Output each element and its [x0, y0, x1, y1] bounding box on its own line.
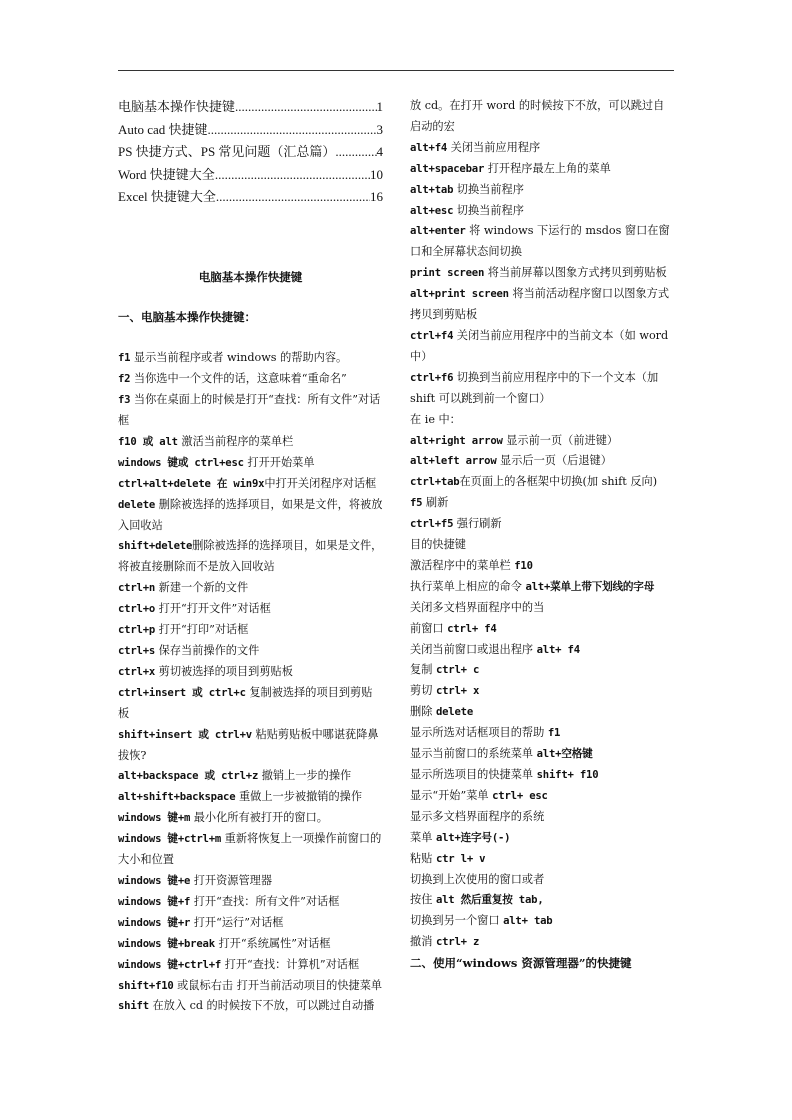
shortcut-entry: [410, 870, 674, 891]
toc-entry-title: 电脑基本操作快捷键: [118, 99, 236, 114]
shortcut-entry: [410, 849, 674, 870]
shortcut-entry: [410, 556, 674, 577]
shortcut-description: 最小化所有被打开的窗口。: [190, 811, 328, 825]
shortcut-key: windows 键+ctrl+f: [118, 958, 222, 971]
shortcut-description: 切换当前程序: [453, 203, 524, 217]
shortcut-entry: [410, 284, 674, 326]
shortcut-description: 目的快捷键: [410, 538, 466, 552]
shortcut-key: ctrl+ esc: [492, 789, 548, 802]
shortcut-key: alt+right arrow: [410, 434, 503, 447]
shortcut-entry: [118, 976, 383, 997]
shortcut-description: 打开“系统属性”对话框: [214, 936, 331, 950]
shortcut-key: ctrl+f6: [410, 371, 454, 384]
shortcut-entry: [410, 598, 674, 619]
shortcut-entry: [118, 871, 383, 892]
toc-entry-page: 1: [376, 99, 383, 114]
shortcut-entry: [410, 472, 674, 493]
shortcut-description: 打开“打印”对话框: [155, 623, 249, 637]
shortcut-description: 新建一个新的文件: [155, 581, 249, 595]
shortcut-entry: [410, 410, 674, 431]
shortcut-description: 关闭当前应用程序: [447, 140, 541, 154]
toc-entry[interactable]: [118, 164, 383, 187]
shortcut-entry: [410, 765, 674, 786]
shortcut-entry: [118, 996, 383, 1017]
toc-leader-dots: [208, 119, 377, 142]
shortcut-description: 关闭当前窗口或退出程序: [410, 642, 537, 656]
shortcut-description: 将 windows 下运行的 msdos 窗口在窗口和全屏幕状态间切换: [410, 224, 670, 259]
shortcut-description: 当你选中一个文件的话，这意味着“重命名”: [130, 372, 347, 386]
shortcut-key: alt+spacebar: [410, 162, 485, 175]
toc-entry[interactable]: [118, 119, 383, 142]
toc-entry[interactable]: [118, 96, 383, 119]
shortcut-description: 或鼠标右击 打开当前活动项目的快捷菜单: [173, 978, 383, 992]
shortcut-key: f5: [410, 497, 423, 510]
shortcut-description: 刷新: [422, 496, 449, 510]
shortcut-key: alt+shift+backspace: [118, 791, 236, 804]
shortcut-description: 关闭多文档界面程序中的当: [410, 600, 545, 614]
shortcut-description: 重新将恢复上一项操作前窗口的大小和位置: [118, 832, 382, 867]
shortcut-entry: [118, 432, 383, 453]
shortcut-entry: [118, 808, 383, 829]
shortcut-entry: [118, 453, 383, 474]
shortcut-description: 前窗口: [410, 621, 448, 635]
toc-entry-page: 16: [370, 189, 383, 204]
shortcut-entry: [118, 369, 383, 390]
shortcut-description: 删除被选择的选择项目，如果是文件，将被直接删除而不是放入回收站: [118, 539, 383, 574]
shortcut-description: 在 ie 中：: [410, 412, 461, 426]
toc-leader-dots: [235, 96, 376, 119]
shortcut-description: 显示后一页（后退键）: [496, 454, 612, 468]
shortcut-description: 激活当前程序的菜单栏: [177, 434, 294, 448]
shortcut-key: windows 键或 ctrl+esc: [118, 456, 244, 469]
shortcut-key: f1: [118, 352, 131, 365]
shortcut-description: 激活程序中的菜单栏: [410, 558, 515, 572]
toc-leader-dots: [335, 141, 376, 164]
shortcut-key: alt+tab: [410, 183, 454, 196]
shortcut-entry: [118, 683, 383, 725]
toc-entry[interactable]: [118, 186, 383, 209]
shortcut-key: ctrl+f5: [410, 518, 454, 531]
shortcut-key: ctrl+insert 或 ctrl+c: [118, 686, 246, 699]
shortcut-key: shift: [118, 1000, 149, 1013]
section-heading-1: 一、电脑基本操作快捷键：: [118, 310, 256, 325]
shortcut-key: shift+f10: [118, 979, 174, 992]
shortcut-entry: [118, 725, 383, 767]
shortcut-description: 显示前一页（前进键）: [502, 433, 619, 447]
shortcut-description: 复制: [410, 663, 436, 677]
shortcut-key: shift+insert 或 ctrl+v: [118, 728, 252, 741]
toc-entry-page: 10: [370, 166, 383, 182]
shortcut-key: alt+left arrow: [410, 455, 497, 468]
shortcut-entry: [410, 911, 674, 932]
shortcut-entry: [410, 660, 674, 681]
shortcut-description: 打开“查找：计算机”对话框: [221, 957, 360, 971]
shortcut-entry: [118, 599, 383, 620]
shortcut-description: 显示所选项目的快捷菜单: [410, 768, 537, 781]
shortcut-entry: [410, 577, 674, 598]
shortcut-key: shift+ f10: [536, 769, 599, 781]
shortcut-description: 将当前屏幕以图象方式拷贝到剪贴板: [484, 266, 667, 280]
shortcut-entry: [410, 786, 674, 807]
shortcut-entry: [118, 495, 383, 537]
shortcut-entry: [118, 474, 383, 495]
shortcut-description: 显示所选对话框项目的帮助: [410, 726, 548, 740]
shortcut-entry: [118, 390, 383, 432]
shortcut-key: windows 键+r: [118, 916, 191, 929]
shortcut-key: windows 键+m: [118, 812, 191, 825]
shortcut-description: 在页面上的各框架中切换(加 shift 反向): [459, 475, 658, 489]
shortcut-key: ctrl+tab: [410, 476, 460, 489]
shortcut-entry: [410, 451, 674, 472]
shortcut-key: f1: [547, 727, 561, 740]
shortcut-description: 粘贴: [410, 851, 436, 865]
shortcut-key: alt+空格键: [536, 748, 593, 761]
shortcut-key: alt+f4: [410, 141, 448, 154]
shortcut-entry: [410, 723, 674, 744]
shortcut-entry: [118, 620, 383, 641]
shortcut-key: print screen: [410, 267, 485, 280]
shortcut-key: windows 键+ctrl+m: [118, 833, 222, 846]
shortcut-key: ctrl+n: [118, 582, 156, 595]
shortcut-description: 切换到当前应用程序中的下一个文本（加 shift 可以跳到前一个窗口）: [410, 370, 659, 405]
shortcut-entry: [410, 640, 674, 661]
right-column: [410, 96, 674, 974]
toc-leader-dots: [215, 164, 370, 187]
toc-entry-title: Auto cad 快捷键: [118, 121, 208, 137]
shortcut-key: alt+print screen: [410, 288, 509, 301]
shortcut-entry: [118, 348, 383, 369]
shortcut-entry: [118, 662, 383, 683]
shortcut-description: 显示当前窗口的系统菜单: [410, 747, 537, 761]
header-rule: [118, 70, 674, 71]
shortcut-entry: [410, 932, 674, 953]
shortcut-entry: [410, 681, 674, 702]
shortcut-description: 菜单: [410, 830, 436, 844]
shortcut-description: 重做上一步被撤销的操作: [235, 790, 363, 804]
shortcut-key: ctrl+alt+delete 在 win9x: [118, 477, 265, 490]
shortcut-entry: [410, 514, 674, 535]
shortcut-description: 切换到上次使用的窗口或者: [410, 872, 545, 886]
shortcut-entry: [410, 159, 674, 180]
shortcut-key: delete: [118, 498, 156, 511]
shortcut-key: alt+ tab: [503, 915, 553, 928]
toc-leader-dots: [216, 186, 370, 209]
shortcut-description: 复制被选择的项目到剪贴板: [118, 685, 373, 720]
shortcut-entry: [118, 641, 383, 662]
shortcut-key: delete: [435, 706, 474, 719]
shortcut-entry: [410, 828, 674, 849]
shortcut-entry: [410, 368, 674, 410]
shortcut-description: 删除被选择的选择项目，如果是文件，将被放入回收站: [118, 497, 383, 532]
left-column: [118, 96, 383, 1017]
shortcut-description: 中打开关闭程序对话框: [264, 476, 377, 490]
shortcut-key: ctrl+s: [118, 645, 156, 657]
shortcut-description: 在放入 cd 的时候按下不放，可以跳过自动播: [148, 999, 375, 1013]
shortcut-entry: [410, 744, 674, 765]
shortcut-key: ctrl+f4: [410, 329, 454, 342]
shortcut-description: 显示“开始”菜单: [410, 788, 493, 802]
shortcut-entry: [410, 431, 674, 452]
shortcut-key: ctr l+ v: [435, 852, 486, 865]
shortcut-description: 打开“打开文件”对话框: [155, 602, 271, 616]
shortcut-entry: [118, 913, 383, 934]
shortcut-entry: [410, 326, 674, 368]
shortcut-description: 关闭当前应用程序中的当前文本（如 word 中）: [410, 328, 669, 363]
shortcut-key: ctrl+ c: [435, 664, 480, 677]
shortcut-entry: [410, 493, 674, 514]
shortcut-entry: [410, 180, 674, 201]
shortcut-key: windows 键+f: [118, 895, 191, 908]
shortcut-entry: [118, 578, 383, 599]
shortcut-key: f10 或 alt: [118, 435, 178, 448]
shortcut-description: 撤销上一步的操作: [258, 769, 352, 783]
shortcut-description: 切换当前程序: [453, 182, 524, 196]
shortcut-entry: [410, 619, 674, 640]
shortcut-entry: [118, 892, 383, 913]
shortcut-entry: [410, 535, 674, 556]
shortcut-key: ctrl+o: [118, 603, 156, 616]
shortcut-entry: [410, 807, 674, 828]
shortcut-list-right: [410, 96, 674, 953]
shortcut-key: f3: [118, 394, 131, 407]
shortcut-key: f2: [118, 373, 131, 386]
shortcut-key: windows 键+break: [118, 937, 215, 950]
shortcut-entry: [118, 536, 383, 578]
toc-entry-page: 3: [376, 121, 383, 137]
section-heading-2: 二、使用“windows 资源管理器”的快捷键: [410, 956, 632, 971]
shortcut-key: ctrl+ f4: [447, 622, 497, 635]
shortcut-description: 执行菜单上相应的命令: [410, 579, 526, 593]
shortcut-description: 当你在桌面上的时候是打开“查找：所有文件”对话框: [118, 393, 381, 428]
shortcut-entry: [118, 955, 383, 976]
shortcut-entry: [410, 221, 674, 263]
shortcut-entry: [410, 201, 674, 222]
shortcut-description: 显示当前程序或者 windows 的帮助内容。: [130, 351, 348, 365]
shortcut-key: alt+enter: [410, 225, 466, 238]
shortcut-description: 打开“运行”对话框: [190, 915, 284, 929]
shortcut-description: 保存当前操作的文件: [155, 644, 260, 657]
shortcut-description: 按住: [410, 893, 436, 907]
toc-entry-page: 4: [376, 144, 383, 159]
shortcut-description: 切换到另一个窗口: [410, 914, 504, 928]
shortcut-list-left: [118, 348, 383, 1017]
toc-entry-title: PS 快捷方式、PS 常见问题（汇总篇）: [118, 144, 336, 159]
shortcut-entry: [118, 787, 383, 808]
shortcut-description: 打开程序最左上角的菜单: [484, 161, 611, 175]
shortcut-key: alt+esc: [410, 204, 454, 217]
shortcut-key: ctrl+ x: [435, 685, 480, 698]
shortcut-description: 放 cd。在打开 word 的时候按下不放，可以跳过自启动的宏: [410, 99, 665, 133]
shortcut-key: alt 然后重复按 tab,: [435, 894, 544, 907]
shortcut-description: 剪切被选择的项目到剪贴板: [155, 664, 293, 678]
shortcut-key: alt+backspace 或 ctrl+z: [118, 770, 259, 783]
shortcut-key: windows 键+e: [118, 874, 191, 887]
shortcut-entry: [410, 263, 674, 284]
shortcut-entry: [118, 766, 383, 787]
shortcut-entry: [118, 829, 383, 871]
shortcut-key: ctrl+ z: [435, 936, 480, 949]
shortcut-description: 粘贴剪贴板中哪谌莸降鼻拔恢?: [118, 727, 379, 762]
toc-entry-title: Word 快捷键大全: [118, 166, 215, 182]
shortcut-key: f10: [514, 559, 533, 572]
shortcut-description: 强行刷新: [453, 517, 502, 531]
shortcut-key: ctrl+p: [118, 624, 156, 637]
shortcut-description: 打开“查找：所有文件”对话框: [190, 894, 340, 908]
shortcut-key: alt+连字号(-): [435, 831, 511, 844]
shortcut-entry: [410, 890, 674, 911]
shortcut-description: 打开开始菜单: [243, 455, 315, 469]
shortcut-key: ctrl+x: [118, 665, 156, 678]
shortcut-description: 剪切: [410, 684, 436, 698]
toc-entry[interactable]: [118, 141, 383, 164]
table-of-contents: [118, 96, 383, 209]
shortcut-description: 将当前活动程序窗口以图象方式拷贝到剪贴板: [410, 287, 670, 322]
shortcut-key: alt+ f4: [536, 643, 580, 656]
shortcut-key: alt+菜单上带下划线的字母: [525, 580, 655, 593]
shortcut-description: 撤消: [410, 935, 436, 949]
shortcut-entry: [410, 138, 674, 159]
shortcut-description: 显示多文档界面程序的系统: [410, 809, 545, 823]
shortcut-key: shift+delete: [118, 540, 193, 553]
document-title: 电脑基本操作快捷键: [198, 269, 303, 284]
shortcut-entry: [118, 934, 383, 955]
shortcut-entry: [410, 702, 674, 723]
shortcut-description: 删除: [410, 705, 436, 719]
shortcut-entry: [410, 96, 674, 138]
shortcut-description: 打开资源管理器: [190, 873, 273, 887]
toc-entry-title: Excel 快捷键大全: [118, 189, 216, 204]
